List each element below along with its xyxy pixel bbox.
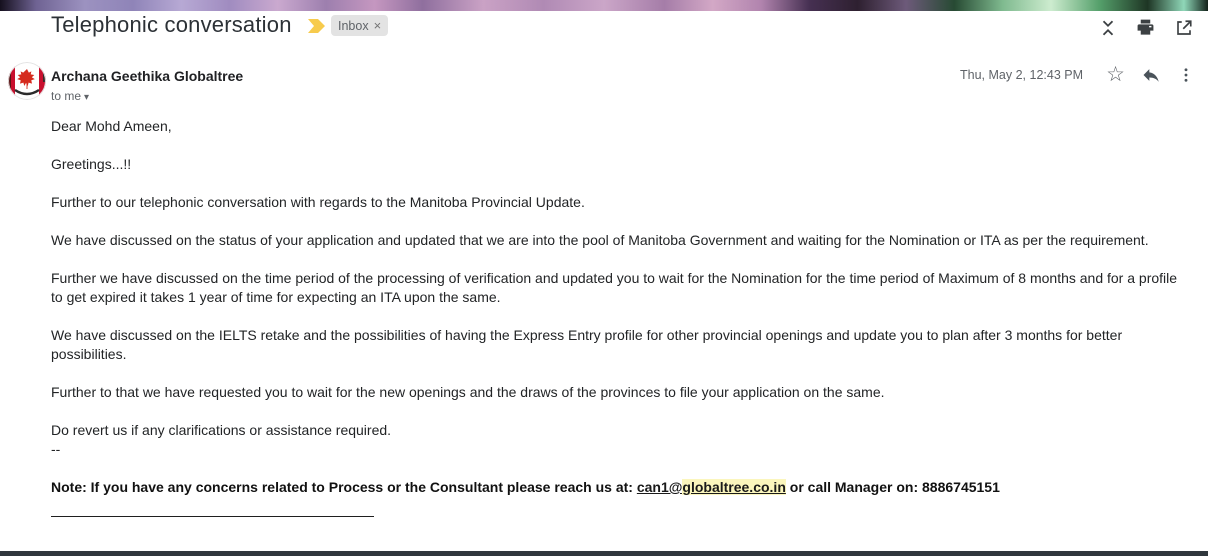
subject-actions (1097, 17, 1194, 38)
body-paragraph: Further to that we have requested you to wait for the new openings and the draws of the provinces to file your application on the same. (51, 384, 885, 400)
inbox-label-chip[interactable] (331, 15, 388, 36)
body-paragraph: We have discussed on the IELTS retake and the possibilities of having the Express Entry profile for other provincial openings and update you to plan after 3 months for better possibilities. (51, 327, 1123, 362)
note-prefix: Note: If you have any concerns related to Process or the Consultant please reach us at: (51, 479, 637, 495)
body-paragraph: Further we have discussed on the time period of the processing of verification and updated you to wait for the Nomination for the time period of Maximum of 8 months and for a profile to get expired it takes 1 year of time for expecting an ITA upon the same. (51, 270, 1178, 305)
message-date: Thu, May 2, 12:43 PM (960, 67, 1083, 82)
print-icon[interactable] (1135, 17, 1156, 38)
body-paragraph: Greetings...!! (51, 156, 132, 172)
star-icon[interactable]: ☆ (1106, 63, 1125, 86)
sender-avatar (8, 62, 46, 100)
message-header (0, 60, 1208, 108)
email-link[interactable]: can1@globaltree.co.in (636, 479, 786, 495)
subject-row (0, 11, 1208, 61)
theme-banner (0, 0, 1208, 11)
remove-label-icon[interactable]: × (373, 18, 382, 33)
to-me-dropdown[interactable] (51, 89, 89, 103)
more-vert-icon[interactable] (1175, 64, 1196, 85)
email-body (51, 117, 1190, 517)
collapse-all-icon[interactable] (1097, 17, 1118, 38)
sender-name: Archana Geethika Globaltree (51, 68, 244, 84)
message-actions (960, 64, 1196, 85)
bottom-bar (0, 551, 1208, 556)
note-line (51, 478, 1190, 497)
email-subject: Telephonic conversation (51, 12, 292, 37)
signature-divider (51, 516, 374, 517)
recipient-text: to me (51, 89, 82, 103)
body-paragraph: Do revert us if any clarifications or assistance required. (51, 422, 392, 438)
inbox-label-text: Inbox (338, 18, 369, 33)
chevron-down-icon: ▾ (84, 92, 90, 103)
body-paragraph: Further to our telephonic conversation with regards to the Manitoba Provincial Update. (51, 194, 585, 210)
signature-separator: -- (51, 441, 61, 457)
body-paragraph: We have discussed on the status of your application and updated that we are into the pool of Manitoba Government and waiting for the Nomination or ITA as per the requirement. (51, 232, 1149, 248)
important-marker-icon[interactable] (307, 18, 327, 34)
open-in-new-icon[interactable] (1173, 17, 1194, 38)
note-suffix: or call Manager on: 8886745151 (785, 479, 1000, 495)
body-paragraph: Dear Mohd Ameen, (51, 118, 172, 134)
reply-icon[interactable] (1140, 64, 1161, 85)
